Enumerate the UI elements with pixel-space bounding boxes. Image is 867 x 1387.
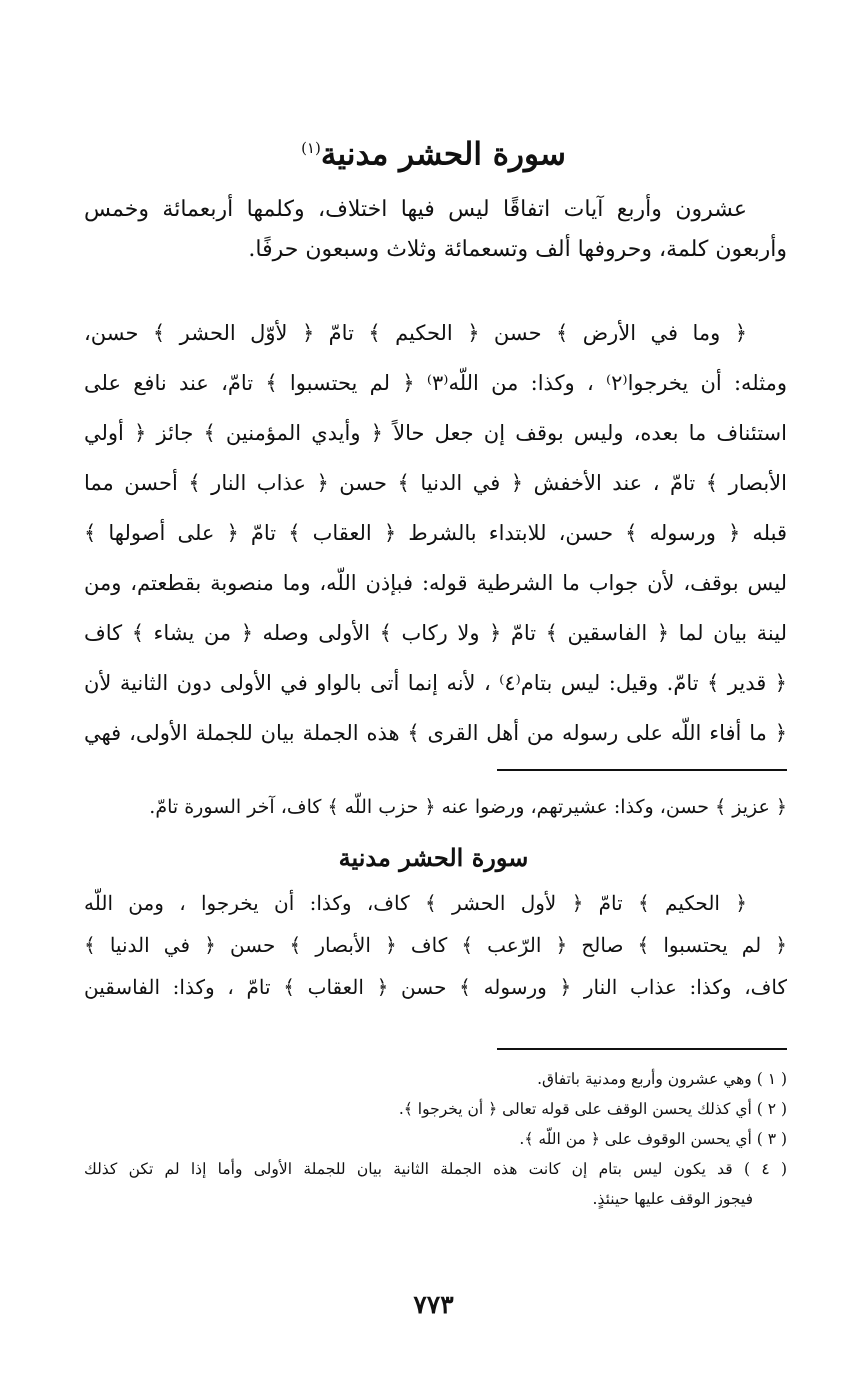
footnote-continuation: فيجوز الوقف عليها حينئذٍ. <box>592 1190 753 1208</box>
body-line: ﴿ وما في الأرض ﴾ حسن ﴿ الحكيم ﴾ تامّ ﴿ لأوّل الحشر ﴾ حسن، <box>84 321 747 345</box>
footnote-item: ( ٣ ) أي يحسن الوقوف على ﴿ من اللّه ﴾. <box>519 1130 787 1148</box>
body-line: ﴿ ما أفاء اللّه على رسوله من أهل القرى ﴾ هذه الجملة بيان للجملة الأولى، فهي <box>84 721 787 745</box>
body-line: ليس بوقف، لأن جواب ما الشرطية قوله: فبإذن اللّه، وما منصوبة بقطعتم، ومن <box>84 571 787 595</box>
footnote-divider <box>497 769 787 771</box>
commentary-line: ﴿ لم يحتسبوا ﴾ صالح ﴿ الرّعب ﴾ كاف ﴿ الأبصار ﴾ حسن ﴿ في الدنيا ﴾ <box>84 933 787 957</box>
body-line: الأبصار ﴾ تامّ ، عند الأخفش ﴿ في الدنيا ﴾ حسن ﴿ عذاب النار ﴾ أحسن مما <box>84 471 787 495</box>
continued-note-line: ﴿ عزيز ﴾ حسن، وكذا: عشيرتهم، ورضوا عنه ﴿ حزب اللّه ﴾ كاف، آخر السورة تامّ. <box>149 796 787 818</box>
intro-paragraph <box>84 190 787 270</box>
main-paragraph <box>84 308 787 758</box>
footnote-item: ( ١ ) وهي عشرون وأربع ومدنية باتفاق. <box>537 1070 787 1088</box>
continued-note <box>84 787 787 827</box>
body-line: لينة بيان لما ﴿ الفاسقين ﴾ تامّ ﴿ ولا ركاب ﴾ الأولى وصله ﴿ من يشاء ﴾ كاف <box>84 621 787 645</box>
intro-line: عشرون وأربع آيات اتفاقًا ليس فيها اختلاف، وكلمها أربعمائة وخمس <box>84 197 747 222</box>
body-line: قبله ﴿ ورسوله ﴾ حسن، للابتداء بالشرط ﴿ العقاب ﴾ تامّ ﴿ على أصولها ﴾ <box>84 521 787 545</box>
surah-title <box>0 128 867 174</box>
commentary-paragraph <box>84 882 787 1008</box>
intro-line: وأربعون كلمة، وحروفها ألف وتسعمائة وثلاث وسبعون حرفًا. <box>248 237 787 262</box>
commentary-line: كاف، وكذا: عذاب النار ﴿ ورسوله ﴾ حسن ﴿ العقاب ﴾ تامّ ، وكذا: الفاسقين <box>84 975 787 999</box>
surah-title-text: سورة الحشر مدنية <box>320 136 566 173</box>
body-line: استئناف ما بعده، وليس بوقف إن جعل حالاً ﴿ وأيدي المؤمنين ﴾ جائز ﴿ أولي <box>84 421 787 445</box>
footnotes <box>84 1064 787 1214</box>
notes-divider <box>497 1048 787 1050</box>
body-line: ومثله: أن يخرجوا⁽٢⁾ ، وكذا: من اللّه⁽٣⁾ ﴿ لم يحتسبوا ﴾ تامّ، عند نافع على <box>84 371 787 395</box>
footnote-item: ( ٤ ) قد يكون ليس بتام إن كانت هذه الجملة الثانية بيان للجملة الأولى وأما إذا لم تكن كذلك <box>84 1160 787 1178</box>
commentary-line: ﴿ الحكيم ﴾ تامّ ﴿ لأول الحشر ﴾ كاف، وكذا: أن يخرجوا ، ومن اللّه <box>84 891 747 915</box>
commentary-title: سورة الحشر مدنية <box>338 843 529 872</box>
body-line: ﴿ قدير ﴾ تامّ. وقيل: ليس بتام⁽٤⁾ ، لأنه إنما أتى بالواو في الأولى دون الثانية لأن <box>84 671 787 695</box>
page-number: ٧٧٣ <box>413 1290 454 1319</box>
footnote-item: ( ٢ ) أي كذلك يحسن الوقف على قوله تعالى ﴿ أن يخرجوا ﴾. <box>398 1100 787 1118</box>
footnote-marker: (١) <box>301 139 321 157</box>
